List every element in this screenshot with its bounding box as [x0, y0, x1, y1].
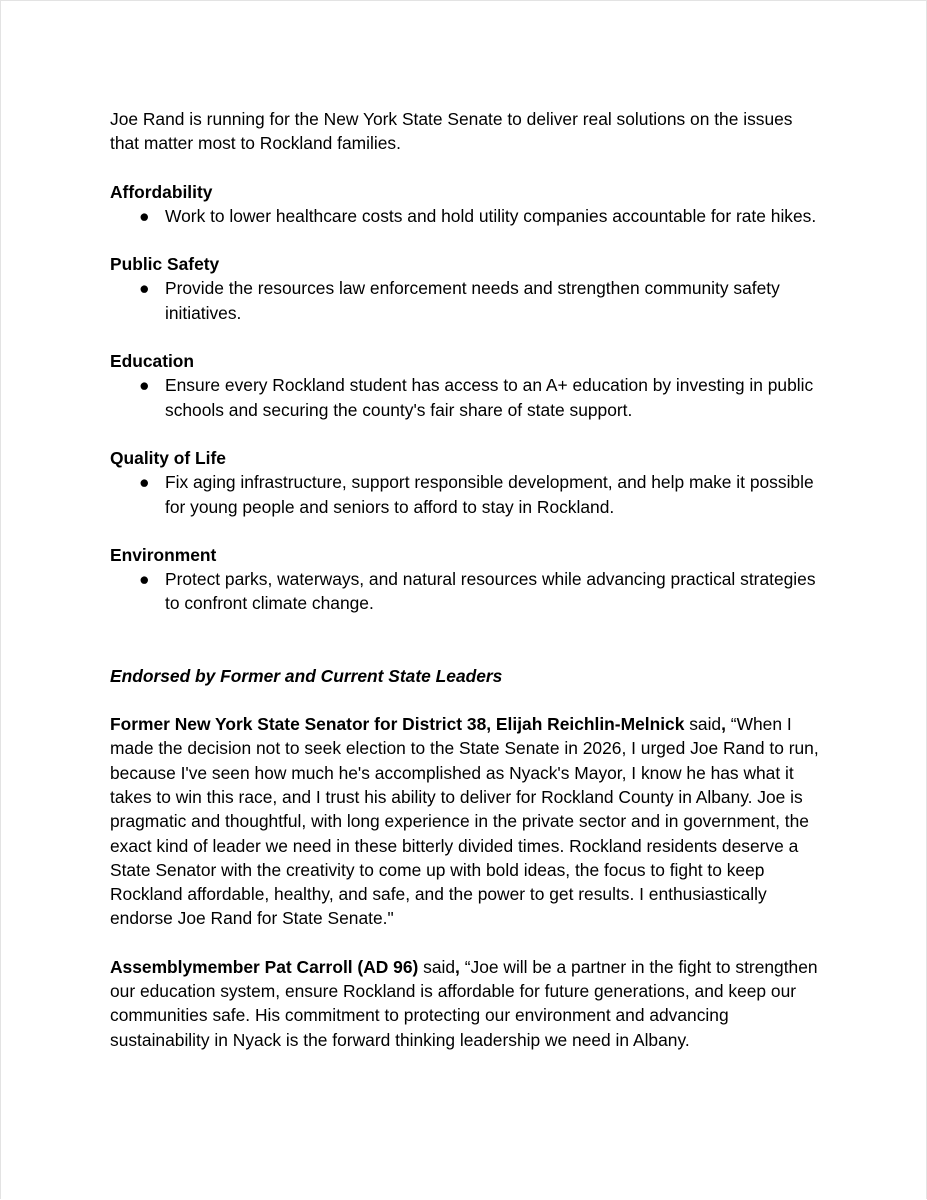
bullet-item [110, 276, 822, 325]
section-heading: Education [110, 351, 195, 372]
bullet-list [110, 470, 822, 519]
section-environment [110, 543, 822, 616]
quote-text: “Joe will be a partner in the fight to strengthen our education system, ensure Rockland is affordable for future generations, and keep our communities safe. His commitment to protecting our environment and advancing sustainability in Nyack is the forward thinking leadership we need in Albany. [110, 956, 818, 1050]
said-comma: , [721, 714, 726, 735]
bullet-list [110, 276, 822, 325]
bullet-text: Protect parks, waterways, and natural resources while advancing practical strategies to confront climate change. [165, 569, 816, 614]
bullet-item [110, 470, 822, 519]
bullet-text: Fix aging infrastructure, support responsible development, and help make it possible for young people and seniors to afford to stay in Rockland. [165, 472, 814, 517]
document-body [110, 107, 822, 1052]
bullet-icon: ● [139, 375, 150, 396]
section-education [110, 349, 822, 422]
section-heading: Environment [110, 544, 217, 565]
section-heading: Quality of Life [110, 447, 226, 468]
endorsements-heading: Endorsed by Former and Current State Leaders [110, 665, 503, 686]
bullet-list [110, 204, 822, 228]
bullet-text: Provide the resources law enforcement needs and strengthen community safety initiatives. [165, 278, 780, 323]
said-comma: , [455, 956, 460, 977]
bullet-item [110, 567, 822, 616]
bullet-text: Ensure every Rockland student has access to an A+ education by investing in public schools and securing the county's fair share of state support. [165, 375, 814, 420]
bullet-icon: ● [139, 569, 150, 590]
bullet-text: Work to lower healthcare costs and hold utility companies accountable for rate hikes. [165, 205, 817, 226]
section-affordability [110, 180, 822, 229]
bullet-icon: ● [139, 278, 150, 299]
bullet-icon: ● [139, 205, 150, 226]
endorser-name: Assemblymember Pat Carroll (AD 96) [110, 956, 419, 977]
bullet-list [110, 567, 822, 616]
section-heading: Affordability [110, 181, 213, 202]
endorser-name: Former New York State Senator for District 38, Elijah Reichlin-Melnick [110, 714, 685, 735]
bullet-item [110, 373, 822, 422]
bullet-list [110, 373, 822, 422]
endorsement-quote [110, 712, 822, 931]
section-heading: Public Safety [110, 254, 220, 275]
bullet-icon: ● [139, 472, 150, 493]
bullet-item [110, 204, 822, 228]
endorsement-quote [110, 955, 822, 1052]
section-quality-of-life [110, 446, 822, 519]
said-text: said [684, 714, 722, 735]
said-text: said [418, 956, 456, 977]
intro-paragraph: Joe Rand is running for the New York State Senate to deliver real solutions on the issues that matter most to Rockland families. [110, 109, 793, 154]
quote-text: “When I made the decision not to seek election to the State Senate in 2026, I urged Joe Rand to run, because I've seen how much he's accomplished as Nyack's Mayor, I know he has what it takes to win this race, and I trust his ability to deliver for Rockland County in Albany. Joe is pragmatic and thoughtful, with long experience in the private sector and in government, the exact kind of leader we need in these bitterly divided times. Rockland residents deserve a State Senator with the creativity to come up with bold ideas, the focus to fight to keep Rockland affordable, healthy, and safe, and the power to get results. I enthusiastically endorse Joe Rand for State Senate." [110, 714, 819, 929]
section-public-safety [110, 252, 822, 325]
